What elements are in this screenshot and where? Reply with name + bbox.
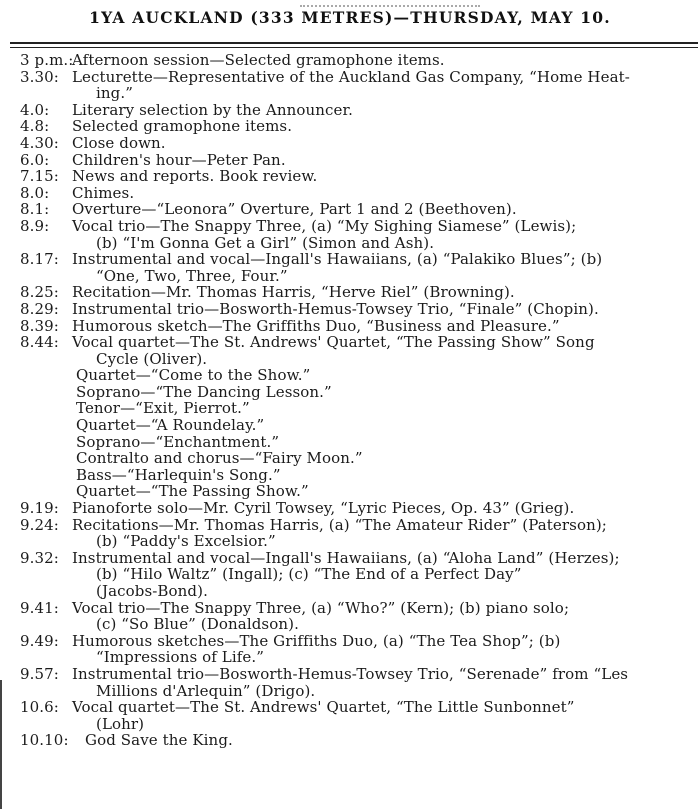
entry-text: Lecturette—Representative of the Auckland Gas Company, “Home Heat- [72, 67, 630, 86]
entry-time: 8.29: [20, 299, 59, 318]
programme-entry [20, 118, 696, 135]
programme-entry [20, 517, 696, 550]
programme-entry [20, 251, 696, 284]
programme-entry [20, 500, 696, 517]
entry-time: 4.30: [20, 133, 59, 152]
entry-text: Vocal trio—The Snappy Three, (a) “Who?” (Kern); (b) piano solo; [72, 598, 570, 617]
entry-continuation: (Lohr) [96, 714, 145, 733]
song-cycle-item: Bass—“Harlequin's Song.” [76, 465, 281, 484]
entry-continuation: Cycle (Oliver). [96, 349, 208, 368]
entry-continuation: (b) “Paddy's Excelsior.” [96, 532, 276, 551]
entry-time: 9.41: [20, 598, 59, 617]
entry-text: Afternoon session—Selected gramophone items. [72, 51, 445, 69]
entry-text: Recitations—Mr. Thomas Harris, (a) “The Amateur Rider” (Paterson); [72, 515, 607, 534]
entry-time: 4.0: [20, 100, 50, 119]
entry-time: 8.44: [20, 333, 59, 352]
entry-time: 9.32: [20, 548, 59, 567]
entry-text: News and reports. Book review. [72, 167, 318, 186]
entry-time: 3 p.m.: [20, 51, 74, 69]
programme-entry [20, 550, 696, 600]
entry-text: Instrumental and vocal—Ingall's Hawaiians, (a) “Palakiko Blues”; (b) [72, 250, 603, 269]
entry-continuation: (b) “Hilo Waltz” (Ingall); (c) “The End of a Perfect Day” [96, 565, 522, 584]
programme-entry [20, 284, 696, 301]
entry-text: Instrumental trio—Bosworth-Hemus-Towsey Trio, “Finale” (Chopin). [72, 299, 599, 318]
song-cycle-item: Quartet—“A Roundelay.” [76, 416, 265, 435]
entry-text: Vocal quartet—The St. Andrews' Quartet, “The Little Sunbonnet” [72, 698, 575, 717]
entry-time: 8.25: [20, 283, 59, 302]
programme-entry [20, 666, 696, 699]
entry-text: Children's hour—Peter Pan. [72, 150, 286, 169]
entry-text: Vocal quartet—The St. Andrews' Quartet, “The Passing Show” Song [72, 333, 595, 352]
page-title: 1YA AUCKLAND (333 METRES)—THURSDAY, MAY 10. [89, 8, 611, 27]
entry-time: 6.0: [20, 150, 50, 169]
entry-time: 8.39: [20, 316, 59, 335]
entry-time: 10.10: [20, 731, 69, 750]
programme-entry [20, 301, 696, 318]
song-cycle-item: Soprano—“The Dancing Lesson.” [76, 382, 332, 401]
entry-time: 4.8: [20, 117, 50, 136]
song-cycle-item: Tenor—“Exit, Pierrot.” [76, 399, 250, 418]
entry-text: Literary selection by the Announcer. [72, 100, 353, 119]
programme-entry [20, 135, 696, 152]
entry-continuation: (b) “I'm Gonna Get a Girl” (Simon and Ash). [96, 233, 435, 252]
song-cycle-item: Quartet—“Come to the Show.” [76, 366, 311, 385]
entry-time: 9.24: [20, 515, 59, 534]
song-cycle-item: Soprano—“Enchantment.” [76, 432, 280, 451]
entry-continuation: Millions d'Arlequin” (Drigo). [96, 681, 316, 700]
entry-time: 8.0: [20, 183, 50, 202]
entry-text: Recitation—Mr. Thomas Harris, “Herve Riel” (Browning). [72, 283, 515, 302]
torn-top-edge [300, 0, 480, 7]
entry-text: Chimes. [72, 183, 135, 202]
programme-entry [20, 152, 696, 169]
entry-continuation: ing.” [96, 84, 133, 103]
programme-entry [20, 52, 696, 69]
programme-entry [20, 185, 696, 202]
entry-text: Selected gramophone items. [72, 117, 293, 136]
entry-text: Pianoforte solo—Mr. Cyril Towsey, “Lyric Pieces, Op. 43” (Grieg). [72, 499, 575, 518]
programme-entry [20, 334, 696, 367]
entry-text: Humorous sketch—The Griffiths Duo, “Business and Pleasure.” [72, 316, 560, 335]
entry-time: 3.30: [20, 67, 59, 86]
heading-rule [10, 42, 698, 44]
entry-continuation: “Impressions of Life.” [96, 648, 264, 667]
entry-continuation: (c) “So Blue” (Donaldson). [96, 615, 299, 634]
entry-text: Instrumental trio—Bosworth-Hemus-Towsey Trio, “Serenade” from “Les [72, 664, 629, 683]
entry-time: 9.49: [20, 631, 59, 650]
song-cycle-item: Quartet—“The Passing Show.” [76, 482, 309, 501]
entry-text: Close down. [72, 133, 166, 152]
programme-entry [20, 699, 696, 732]
entry-text: Vocal trio—The Snappy Three, (a) “My Sighing Siamese” (Lewis); [72, 216, 577, 235]
entry-time: 7.15: [20, 167, 59, 186]
programme-entry [20, 732, 696, 749]
entry-continuation: “One, Two, Three, Four.” [96, 266, 288, 285]
song-cycle-item: Contralto and chorus—“Fairy Moon.” [76, 449, 363, 468]
heading-rule-thin [10, 47, 698, 48]
programme-entry [20, 218, 696, 251]
programme-entry [20, 600, 696, 633]
entry-time: 9.57: [20, 664, 59, 683]
programme-entry [20, 168, 696, 185]
entry-text: Overture—“Leonora” Overture, Part 1 and 2 (Beethoven). [72, 200, 517, 219]
entry-time: 8.1: [20, 200, 50, 219]
entry-time: 8.17: [20, 250, 59, 269]
programme-entry [20, 633, 696, 666]
programme-entry [20, 102, 696, 119]
entry-time: 8.9: [20, 216, 50, 235]
programme-entry [20, 201, 696, 218]
entry-time: 9.19: [20, 499, 59, 518]
column-edge-line [0, 680, 2, 809]
programme-entry [20, 69, 696, 102]
entry-text: God Save the King. [85, 731, 233, 750]
entry-continuation: (Jacobs-Bond). [96, 582, 208, 600]
programme-entry [20, 318, 696, 335]
programme-listing [20, 52, 696, 749]
entry-text: Humorous sketches—The Griffiths Duo, (a) “The Tea Shop”; (b) [72, 631, 561, 650]
entry-time: 10.6: [20, 698, 59, 717]
entry-text: Instrumental and vocal—Ingall's Hawaiians, (a) “Aloha Land” (Herzes); [72, 548, 620, 567]
